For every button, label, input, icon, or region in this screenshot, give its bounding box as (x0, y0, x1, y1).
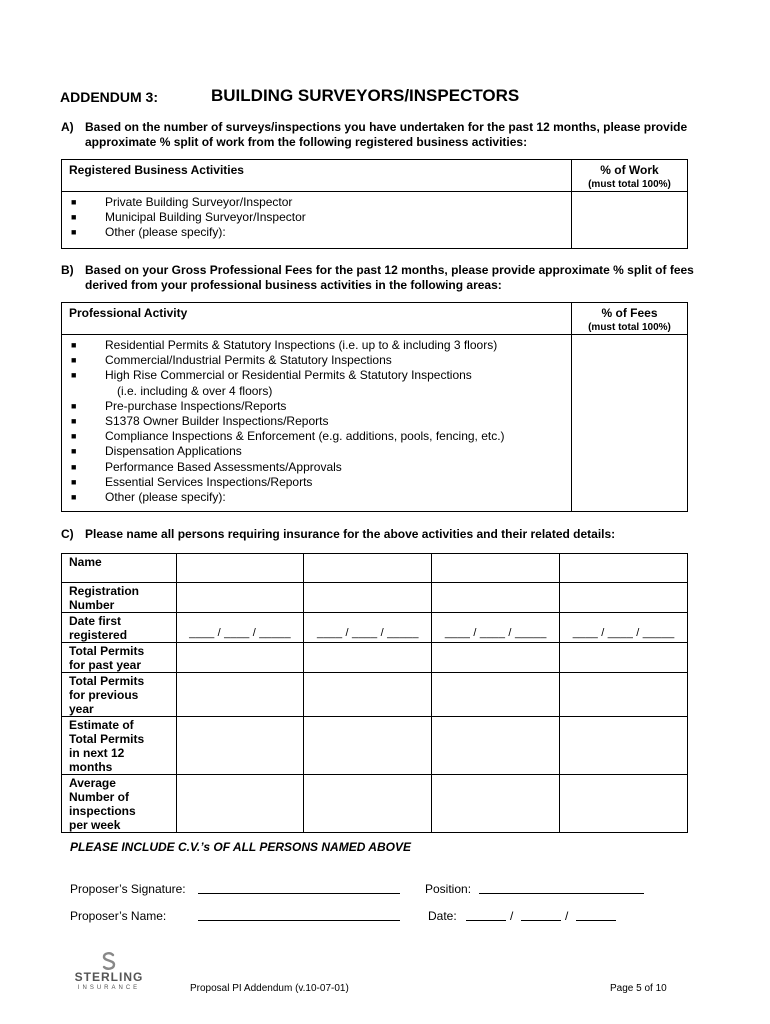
row-label-total-permits-previous: Total Permits for previous year (62, 673, 177, 717)
permits-past-entry[interactable] (560, 643, 688, 673)
section-b-question-text: Based on your Gross Professional Fees for the past 12 months, please provide approximate % split of fees derived from your professional business activities in the following areas: (85, 263, 694, 292)
list-item (69, 368, 571, 383)
section-c-question (61, 527, 721, 542)
date-day-field[interactable] (466, 908, 506, 921)
date-registered-entry[interactable]: ____ / ____ / _____ (176, 613, 304, 643)
list-item (69, 338, 571, 353)
section-c-question-text: Please name all persons requiring insurance for the above activities and their related details: (85, 527, 616, 541)
percent-work-entry[interactable] (572, 192, 688, 249)
list-item-text: Other (please specify): (105, 490, 226, 505)
date-separator: / (565, 909, 569, 923)
page-title: BUILDING SURVEYORS/INSPECTORS (211, 86, 520, 105)
list-item-text: Pre-purchase Inspections/Reports (105, 398, 287, 413)
average-entry[interactable] (304, 775, 432, 833)
list-item-text: (i.e. including & over 4 floors) (117, 383, 273, 398)
registration-number-entry[interactable] (176, 583, 304, 613)
name-entry[interactable] (432, 554, 560, 583)
date-registered-entry[interactable]: ____ / ____ / _____ (304, 613, 432, 643)
list-item (69, 490, 571, 505)
list-item (69, 475, 571, 490)
name-field[interactable] (198, 908, 400, 921)
list-item-text: Residential Permits & Statutory Inspections (i.e. up to & including 3 floors) (105, 338, 498, 352)
section-c-letter: C) (61, 527, 74, 541)
bullet-icon: ■ (71, 492, 77, 503)
average-entry[interactable] (432, 775, 560, 833)
list-item (69, 210, 571, 225)
permits-previous-entry[interactable] (560, 673, 688, 717)
list-item (69, 225, 571, 240)
estimate-entry[interactable] (432, 717, 560, 775)
position-label: Position: (425, 882, 472, 896)
row-label-registration-number: Registration Number (62, 583, 177, 613)
signature-label: Proposer’s Signature: (70, 882, 186, 896)
sterling-logo (69, 951, 149, 992)
bullet-icon: ■ (71, 446, 77, 457)
list-item-text: Private Building Surveyor/Inspector (105, 195, 293, 209)
cv-note: PLEASE INCLUDE C.V.’s OF ALL PERSONS NAMED ABOVE (70, 840, 411, 854)
list-item (69, 195, 571, 210)
list-item-text: S1378 Owner Builder Inspections/Reports (105, 414, 329, 429)
bullet-icon: ■ (71, 416, 77, 427)
section-b-letter: B) (61, 263, 74, 277)
section-a-question-text: Based on the number of surveys/inspections you have undertaken for the past 12 months, please provide approximate % split of work from the following registered business activities: (85, 120, 688, 149)
bullet-icon: ■ (71, 197, 77, 207)
section-a-letter: A) (61, 120, 74, 134)
section-a-question (61, 120, 701, 150)
percent-work-label: % of Work (600, 163, 659, 177)
business-activities-table (61, 159, 688, 249)
signature-field[interactable] (198, 881, 400, 894)
percent-work-sub: (must total 100%) (588, 179, 671, 190)
business-activities-list (62, 192, 572, 249)
row-label-name: Name (62, 554, 177, 583)
insured-persons-table (61, 553, 688, 833)
percent-fees-entry[interactable] (572, 335, 688, 512)
date-month-field[interactable] (521, 908, 561, 921)
row-label-date-first-registered: Date first registered (62, 613, 177, 643)
bullet-icon: ■ (71, 400, 77, 411)
row-label-total-permits-past: Total Permits for past year (62, 643, 177, 673)
name-entry[interactable] (560, 554, 688, 583)
professional-activity-header: Professional Activity (62, 303, 572, 335)
bullet-icon: ■ (71, 212, 77, 223)
name-entry[interactable] (176, 554, 304, 583)
average-entry[interactable] (560, 775, 688, 833)
document-reference: Proposal PI Addendum (v.10-07-01) (190, 983, 349, 994)
date-registered-entry[interactable]: ____ / ____ / _____ (432, 613, 560, 643)
estimate-entry[interactable] (304, 717, 432, 775)
bullet-icon: ■ (71, 355, 77, 366)
list-item-text: Compliance Inspections & Enforcement (e.g. additions, pools, fencing, etc.) (105, 429, 505, 444)
estimate-entry[interactable] (176, 717, 304, 775)
sterling-s-icon (99, 951, 119, 971)
percent-fees-header (572, 303, 688, 335)
name-entry[interactable] (304, 554, 432, 583)
name-label: Proposer’s Name: (70, 909, 167, 923)
list-item-continuation (69, 384, 571, 399)
logo-name: STERLING (74, 970, 144, 984)
list-item (69, 399, 571, 414)
section-b-question (61, 263, 701, 293)
position-field[interactable] (479, 881, 644, 894)
date-year-field[interactable] (576, 908, 616, 921)
registration-number-entry[interactable] (560, 583, 688, 613)
average-entry[interactable] (176, 775, 304, 833)
bullet-icon: ■ (71, 340, 77, 350)
list-item-text: Performance Based Assessments/Approvals (105, 459, 342, 474)
bullet-icon: ■ (71, 461, 77, 472)
list-item-text: High Rise Commercial or Residential Permits & Statutory Inspections (105, 368, 472, 383)
estimate-entry[interactable] (560, 717, 688, 775)
bullet-icon: ■ (71, 431, 77, 442)
date-separator: / (510, 909, 514, 923)
list-item-text: Municipal Building Surveyor/Inspector (105, 210, 306, 225)
bullet-icon: ■ (71, 227, 77, 238)
professional-activities-list (62, 335, 572, 512)
list-item (69, 429, 571, 444)
row-label-estimate: Estimate of Total Permits in next 12 months (62, 717, 177, 775)
list-item (69, 353, 571, 368)
professional-activities-table (61, 302, 688, 512)
percent-work-header (572, 160, 688, 192)
business-activities-header: Registered Business Activities (62, 160, 572, 192)
permits-past-entry[interactable] (176, 643, 304, 673)
bullet-icon: ■ (71, 370, 77, 381)
percent-fees-label: % of Fees (601, 306, 658, 320)
page-number: Page 5 of 10 (610, 983, 667, 994)
list-item (69, 444, 571, 459)
registration-number-entry[interactable] (304, 583, 432, 613)
list-item-text: Commercial/Industrial Permits & Statutory Inspections (105, 353, 392, 368)
permits-past-entry[interactable] (304, 643, 432, 673)
list-item-text: Other (please specify): (105, 225, 226, 240)
percent-fees-sub: (must total 100%) (588, 322, 671, 333)
logo-sub: INSURANCE (77, 985, 141, 991)
permits-past-entry[interactable] (432, 643, 560, 673)
addendum-label: ADDENDUM 3: (60, 89, 158, 105)
list-item (69, 414, 571, 429)
bullet-icon: ■ (71, 476, 77, 487)
list-item (69, 460, 571, 475)
permits-previous-entry[interactable] (304, 673, 432, 717)
registration-number-entry[interactable] (432, 583, 560, 613)
permits-previous-entry[interactable] (176, 673, 304, 717)
row-label-average: Average Number of inspections per week (62, 775, 177, 833)
list-item-text: Dispensation Applications (105, 444, 242, 459)
permits-previous-entry[interactable] (432, 673, 560, 717)
date-registered-entry[interactable]: ____ / ____ / _____ (560, 613, 688, 643)
list-item-text: Essential Services Inspections/Reports (105, 474, 313, 489)
date-label: Date: (428, 909, 457, 923)
